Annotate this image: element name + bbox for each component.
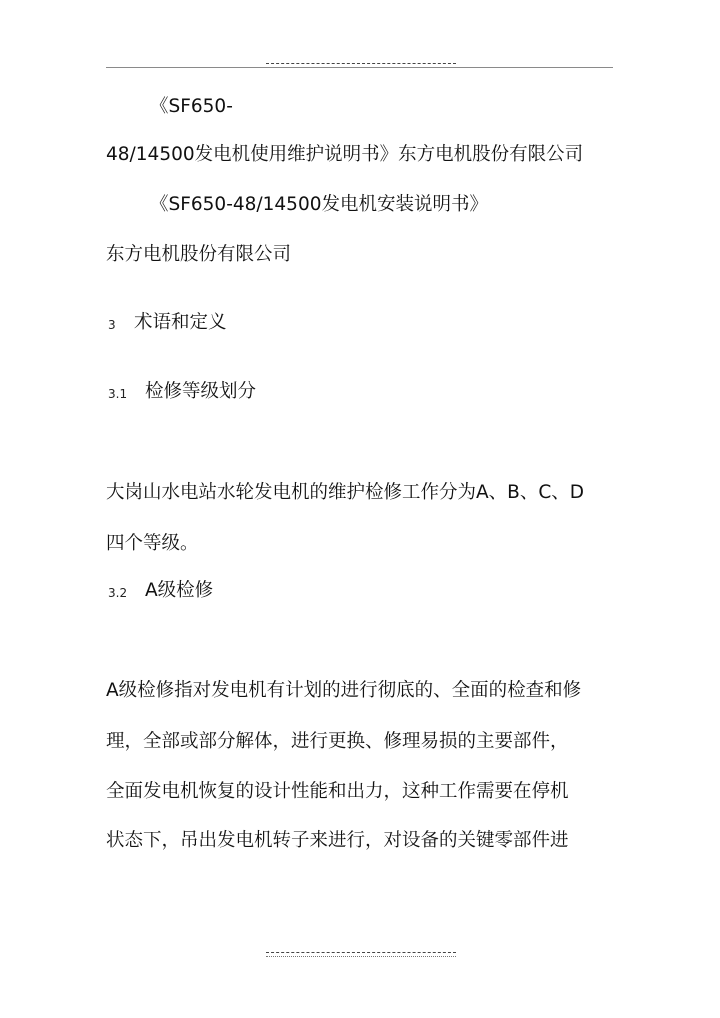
section-number: 3.1	[108, 387, 128, 401]
reference-1-line-1: 《SF650-	[150, 96, 233, 117]
section-title: 术语和定义	[134, 312, 227, 333]
footer-dashed-line	[266, 952, 456, 953]
header-rule	[106, 67, 613, 68]
reference-1-line-2: 48/14500发电机使用维护说明书》东方电机股份有限公司	[106, 144, 584, 165]
paragraph-3-2-line-1: A级检修指对发电机有计划的进行彻底的、全面的检查和修	[106, 680, 582, 701]
section-number: 3	[108, 318, 116, 332]
section-number: 3.2	[108, 586, 128, 600]
section-title: A级检修	[145, 580, 214, 601]
reference-2-line-2: 东方电机股份有限公司	[106, 244, 292, 265]
footer-dotted-line	[266, 956, 456, 957]
paragraph-3-1-line-2: 四个等级。	[106, 533, 199, 554]
paragraph-3-1-line-1: 大岗山水电站水轮发电机的维护检修工作分为A、B、C、D	[106, 482, 585, 503]
paragraph-3-2-line-3: 全面发电机恢复的设计性能和出力，这种工作需要在停机	[106, 781, 569, 802]
header-dashed-line	[266, 63, 456, 64]
paragraph-3-2-line-2: 理，全部或部分解体，进行更换、修理易损的主要部件，	[106, 731, 569, 752]
section-title: 检修等级划分	[145, 381, 257, 402]
reference-2-line-1: 《SF650-48/14500发电机安装说明书》	[150, 194, 488, 215]
paragraph-3-2-line-4: 状态下，吊出发电机转子来进行，对设备的关键零部件进	[106, 830, 569, 851]
